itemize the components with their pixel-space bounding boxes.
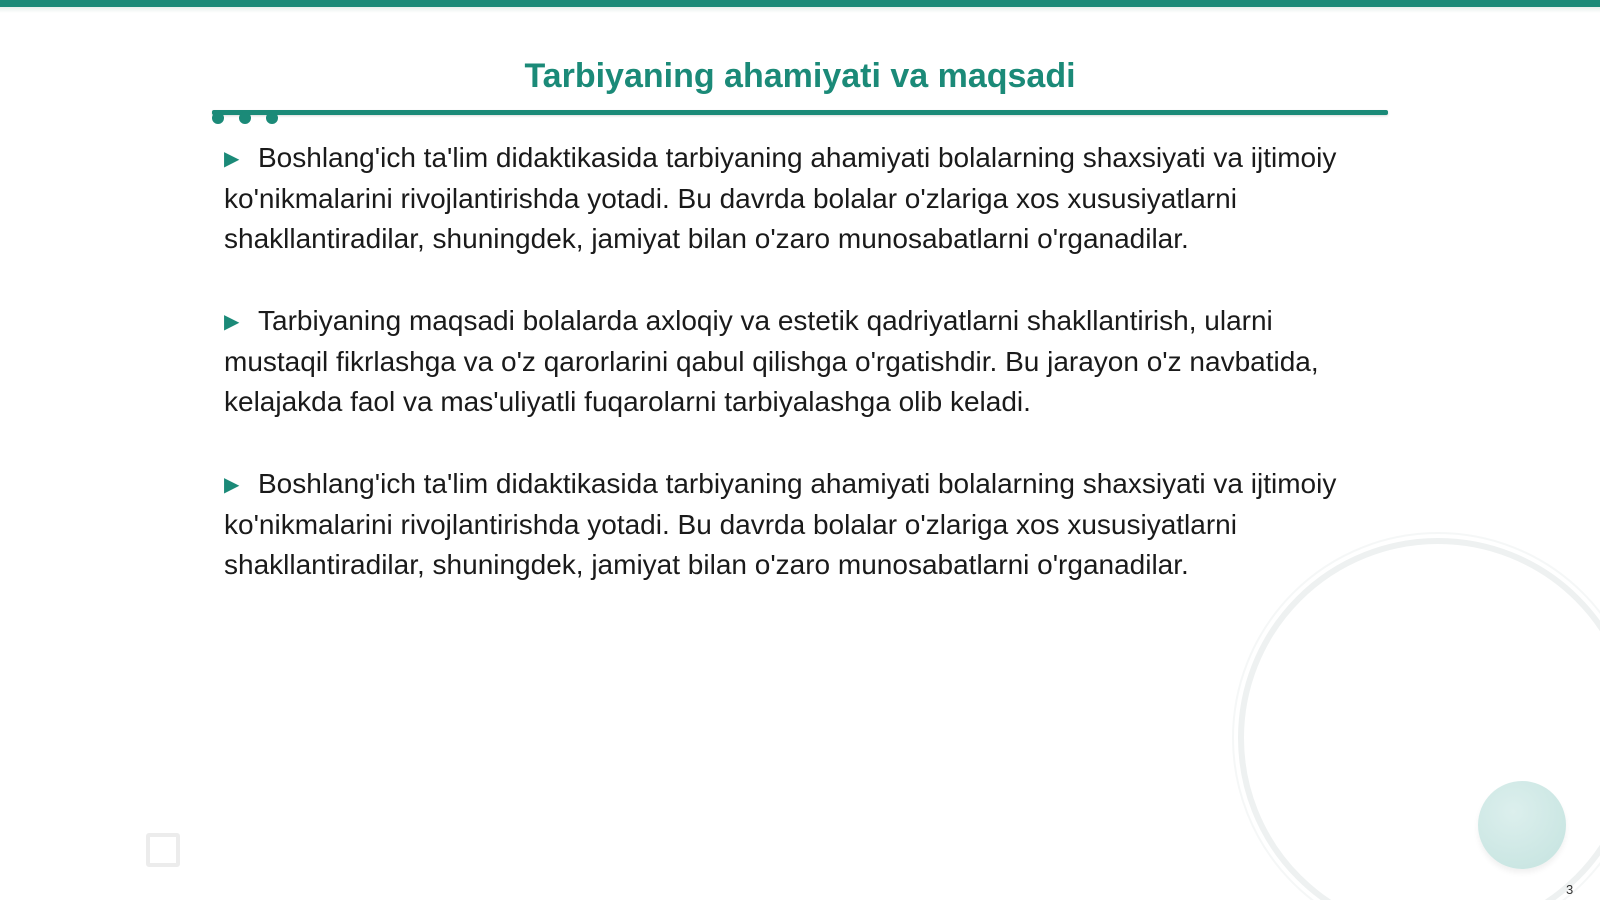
triangle-right-icon: ▶ xyxy=(224,148,240,170)
bullet-text: Boshlang'ich ta'lim didaktikasida tarbiyaning ahamiyati bolalarning shaxsiyati va ijtimoiy ko'nikmalarini rivojlantirishda yotadi. Bu davrda bolalar o'zlariga xos xususiyatlarni shakllantiradilar, shuningdek, jamiyat bilan o'zaro munosabatlarni o'rganadilar. xyxy=(224,142,1337,254)
slide-title: Tarbiyaning ahamiyati va maqsadi xyxy=(524,57,1076,95)
title-underline xyxy=(212,110,1388,115)
title-dot-icon xyxy=(212,112,224,124)
page-number: 3 xyxy=(1566,882,1574,897)
bullet-paragraph xyxy=(224,301,1384,422)
top-accent-bar xyxy=(0,0,1600,7)
bullet-paragraph xyxy=(224,138,1384,259)
triangle-right-icon: ▶ xyxy=(224,474,240,496)
bullet-paragraph xyxy=(224,464,1384,585)
decorative-circle xyxy=(1478,781,1566,869)
decorative-square xyxy=(146,833,180,867)
bullet-list xyxy=(224,138,1384,627)
title-dot-icon xyxy=(239,112,251,124)
bullet-text: Boshlang'ich ta'lim didaktikasida tarbiyaning ahamiyati bolalarning shaxsiyati va ijtimoiy ko'nikmalarini rivojlantirishda yotadi. Bu davrda bolalar o'zlariga xos xususiyatlarni shakllantiradilar, shuningdek, jamiyat bilan o'zaro munosabatlarni o'rganadilar. xyxy=(224,468,1337,580)
bullet-text: Tarbiyaning maqsadi bolalarda axloqiy va estetik qadriyatlarni shakllantirish, ularni mustaqil fikrlashga va o'z qarorlarini qabul qilishga o'rgatishdir. Bu jarayon o'z navbatida, kelajakda faol va mas'uliyatli fuqarolarni tarbiyalashga olib keladi. xyxy=(224,305,1319,417)
top-bar-shadow xyxy=(0,7,1600,13)
title-dot-icon xyxy=(266,112,278,124)
triangle-right-icon: ▶ xyxy=(224,311,240,333)
